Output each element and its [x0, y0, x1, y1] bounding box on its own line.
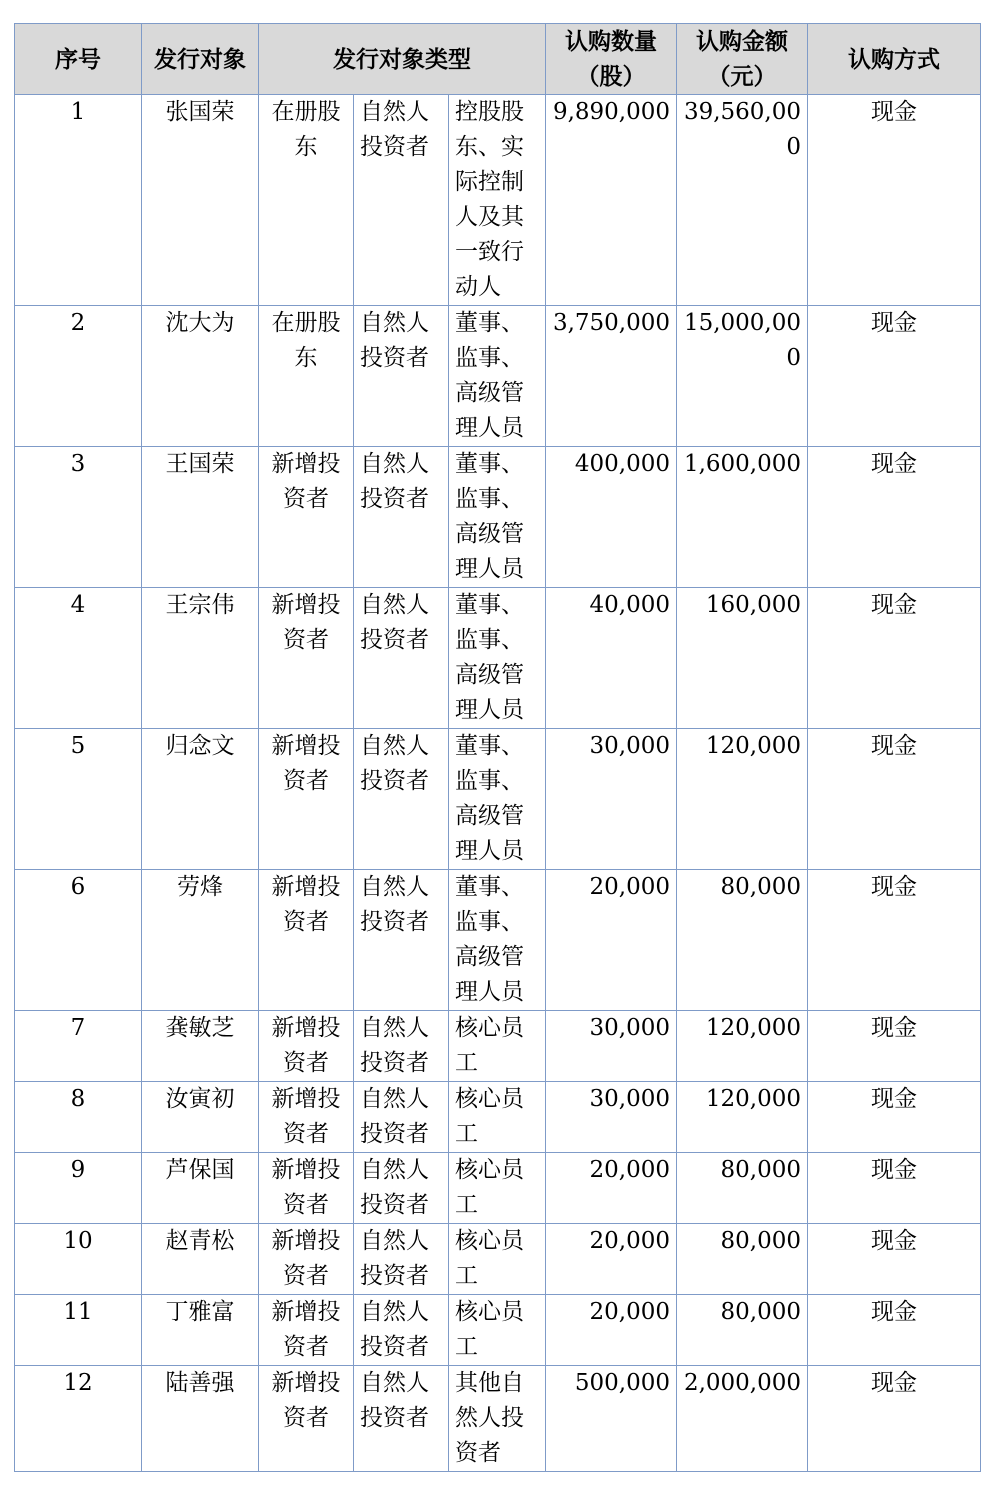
- subscription-quantity: 3,750,000: [546, 306, 677, 447]
- subscriber-name: 赵青松: [142, 1224, 259, 1295]
- subscriber-name: 陆善强: [142, 1366, 259, 1472]
- subscription-quantity: 30,000: [546, 1082, 677, 1153]
- subscriber-name: 龚敏芝: [142, 1011, 259, 1082]
- subscription-amount: 80,000: [677, 1153, 808, 1224]
- table-row: [15, 1082, 981, 1153]
- investor-type: 自然人投资者: [354, 1153, 449, 1224]
- subscription-quantity: 40,000: [546, 588, 677, 729]
- row-no: 1: [15, 95, 142, 306]
- subscription-quantity: 9,890,000: [546, 95, 677, 306]
- subscription-method: 现金: [808, 306, 981, 447]
- header-amount: 认购金额（元）: [677, 24, 808, 95]
- table-row: [15, 870, 981, 1011]
- subscription-method: 现金: [808, 1224, 981, 1295]
- subscription-method: 现金: [808, 588, 981, 729]
- shareholder-type: 新增投资者: [259, 1224, 354, 1295]
- row-no: 11: [15, 1295, 142, 1366]
- investor-identity: 董事、监事、高级管理人员: [449, 588, 546, 729]
- subscription-method: 现金: [808, 1295, 981, 1366]
- subscription-amount: 120,000: [677, 729, 808, 870]
- shareholder-type: 新增投资者: [259, 729, 354, 870]
- header-subscriber: 发行对象: [142, 24, 259, 95]
- header-quantity: 认购数量（股）: [546, 24, 677, 95]
- subscription-method: 现金: [808, 1011, 981, 1082]
- row-no: 6: [15, 870, 142, 1011]
- investor-identity: 核心员工: [449, 1082, 546, 1153]
- shareholder-type: 新增投资者: [259, 1082, 354, 1153]
- subscription-quantity: 20,000: [546, 1224, 677, 1295]
- shareholder-type: 在册股东: [259, 306, 354, 447]
- shareholder-type: 新增投资者: [259, 1295, 354, 1366]
- header-method: 认购方式: [808, 24, 981, 95]
- investor-type: 自然人投资者: [354, 306, 449, 447]
- subscription-amount: 160,000: [677, 588, 808, 729]
- table-row: [15, 1011, 981, 1082]
- subscriber-name: 芦保国: [142, 1153, 259, 1224]
- header-no: 序号: [15, 24, 142, 95]
- shareholder-type: 新增投资者: [259, 1366, 354, 1472]
- subscription-amount: 80,000: [677, 870, 808, 1011]
- subscriber-name: 劳烽: [142, 870, 259, 1011]
- subscription-method: 现金: [808, 447, 981, 588]
- subscription-amount: 15,000,000: [677, 306, 808, 447]
- subscription-method: 现金: [808, 95, 981, 306]
- subscriber-name: 王国荣: [142, 447, 259, 588]
- subscription-quantity: 20,000: [546, 870, 677, 1011]
- table-row: [15, 447, 981, 588]
- investor-type: 自然人投资者: [354, 588, 449, 729]
- subscriber-name: 丁雅富: [142, 1295, 259, 1366]
- subscription-quantity: 30,000: [546, 729, 677, 870]
- investor-type: 自然人投资者: [354, 1295, 449, 1366]
- subscription-method: 现金: [808, 870, 981, 1011]
- investor-identity: 董事、监事、高级管理人员: [449, 870, 546, 1011]
- investor-identity: 董事、监事、高级管理人员: [449, 729, 546, 870]
- subscription-method: 现金: [808, 1366, 981, 1472]
- investor-type: 自然人投资者: [354, 870, 449, 1011]
- subscriber-name: 汝寅初: [142, 1082, 259, 1153]
- table-row: [15, 1366, 981, 1472]
- row-no: 10: [15, 1224, 142, 1295]
- investor-type: 自然人投资者: [354, 1224, 449, 1295]
- shareholder-type: 在册股东: [259, 95, 354, 306]
- subscription-amount: 1,600,000: [677, 447, 808, 588]
- shareholder-type: 新增投资者: [259, 1011, 354, 1082]
- subscriber-name: 归念文: [142, 729, 259, 870]
- shareholder-type: 新增投资者: [259, 1153, 354, 1224]
- subscription-amount: 80,000: [677, 1224, 808, 1295]
- investor-identity: 董事、监事、高级管理人员: [449, 447, 546, 588]
- investor-identity: 核心员工: [449, 1295, 546, 1366]
- investor-identity: 董事、监事、高级管理人员: [449, 306, 546, 447]
- row-no: 2: [15, 306, 142, 447]
- subscription-amount: 2,000,000: [677, 1366, 808, 1472]
- subscriber-name: 沈大为: [142, 306, 259, 447]
- table-row: [15, 1224, 981, 1295]
- shareholder-type: 新增投资者: [259, 870, 354, 1011]
- subscription-table: [14, 23, 981, 1472]
- shareholder-type: 新增投资者: [259, 588, 354, 729]
- row-no: 5: [15, 729, 142, 870]
- investor-type: 自然人投资者: [354, 1082, 449, 1153]
- investor-identity: 控股股东、实际控制人及其一致行动人: [449, 95, 546, 306]
- subscription-method: 现金: [808, 1153, 981, 1224]
- table-row: [15, 306, 981, 447]
- investor-identity: 核心员工: [449, 1224, 546, 1295]
- subscriber-name: 王宗伟: [142, 588, 259, 729]
- subscriber-name: 张国荣: [142, 95, 259, 306]
- investor-identity: 其他自然人投资者: [449, 1366, 546, 1472]
- investor-identity: 核心员工: [449, 1011, 546, 1082]
- row-no: 4: [15, 588, 142, 729]
- subscription-method: 现金: [808, 729, 981, 870]
- table-row: [15, 729, 981, 870]
- row-no: 3: [15, 447, 142, 588]
- investor-type: 自然人投资者: [354, 729, 449, 870]
- investor-type: 自然人投资者: [354, 447, 449, 588]
- table-header-row: [15, 24, 981, 95]
- row-no: 7: [15, 1011, 142, 1082]
- table-row: [15, 1295, 981, 1366]
- subscription-method: 现金: [808, 1082, 981, 1153]
- row-no: 9: [15, 1153, 142, 1224]
- subscription-quantity: 30,000: [546, 1011, 677, 1082]
- row-no: 8: [15, 1082, 142, 1153]
- subscription-amount: 80,000: [677, 1295, 808, 1366]
- table-row: [15, 1153, 981, 1224]
- investor-identity: 核心员工: [449, 1153, 546, 1224]
- subscription-quantity: 20,000: [546, 1295, 677, 1366]
- subscription-quantity: 500,000: [546, 1366, 677, 1472]
- subscription-amount: 120,000: [677, 1011, 808, 1082]
- shareholder-type: 新增投资者: [259, 447, 354, 588]
- investor-type: 自然人投资者: [354, 95, 449, 306]
- table-row: [15, 588, 981, 729]
- subscription-amount: 120,000: [677, 1082, 808, 1153]
- subscription-quantity: 400,000: [546, 447, 677, 588]
- subscription-amount: 39,560,000: [677, 95, 808, 306]
- row-no: 12: [15, 1366, 142, 1472]
- investor-type: 自然人投资者: [354, 1366, 449, 1472]
- investor-type: 自然人投资者: [354, 1011, 449, 1082]
- subscription-quantity: 20,000: [546, 1153, 677, 1224]
- header-type: 发行对象类型: [259, 24, 546, 95]
- table-row: [15, 95, 981, 306]
